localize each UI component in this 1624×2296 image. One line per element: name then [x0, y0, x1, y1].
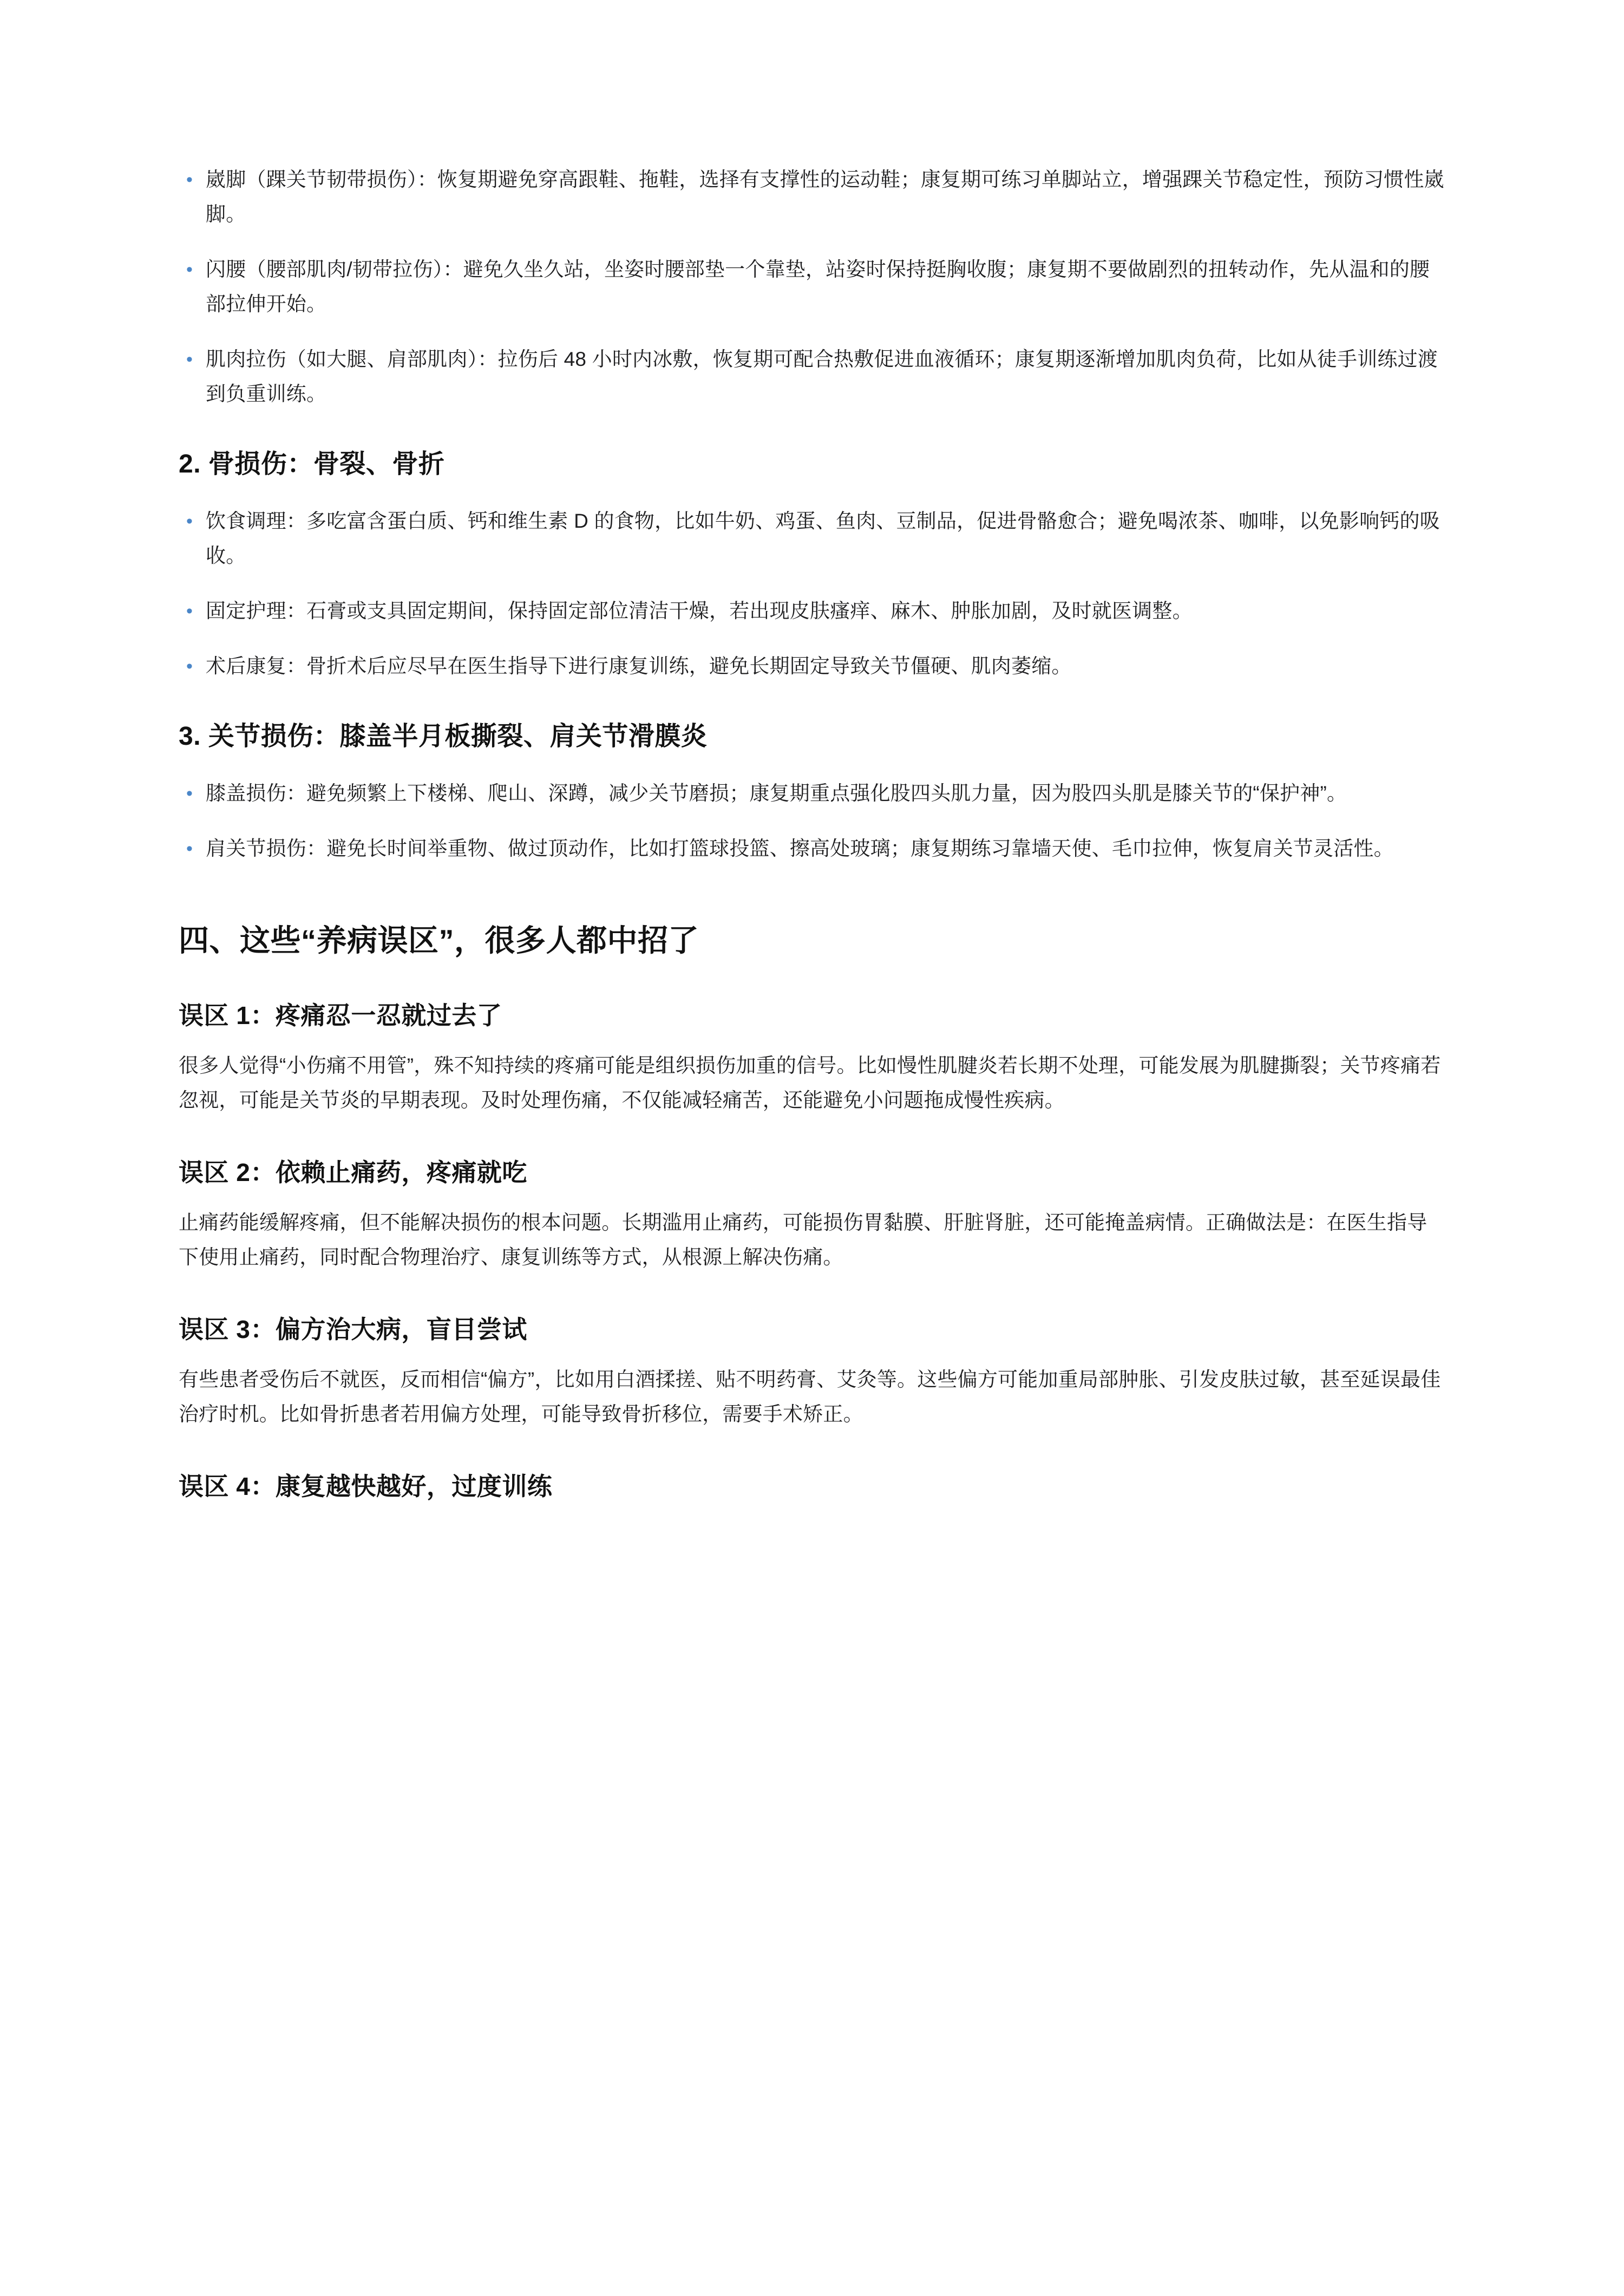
list-item-text: 膝盖损伤：避免频繁上下楼梯、爬山、深蹲，减少关节磨损；康复期重点强化股四头肌力量，因为股四头肌是膝关节的“保护神”。 [206, 782, 1347, 804]
bullet-dot-icon: • [186, 600, 193, 621]
bullet-dot-icon: • [186, 259, 193, 280]
section2-bullet-list [179, 504, 1445, 684]
list-item [179, 252, 1445, 322]
bullet-dot-icon: • [186, 169, 193, 190]
bullet-dot-icon: • [186, 838, 193, 859]
list-item [179, 776, 1445, 811]
list-item-text: 闪腰（腰部肌肉/韧带拉伤）：避免久坐久站，坐姿时腰部垫一个靠垫，站姿时保持挺胸收腹；康复期不要做剧烈的扭转动作，先从温和的腰部拉伸开始。 [206, 258, 1430, 315]
misconception-block-1 [179, 999, 1445, 1118]
section-heading-joint-injury: 3. 关节损伤：膝盖半月板撕裂、肩关节滑膜炎 [179, 721, 708, 751]
bullet-dot-icon: • [186, 655, 193, 677]
misconception-heading-3: 误区 3：偏方治大病，盲目尝试 [179, 1315, 527, 1344]
list-item [179, 342, 1445, 411]
misconception-body-2: 止痛药能缓解疼痛，但不能解决损伤的根本问题。长期滥用止痛药，可能损伤胃黏膜、肝脏肾脏，还可能掩盖病情。正确做法是：在医生指导下使用止痛药，同时配合物理治疗、康复训练等方式，从根源上解决伤痛。 [179, 1211, 1427, 1269]
misconception-heading-2: 误区 2：依赖止痛药，疼痛就吃 [179, 1158, 527, 1187]
misconception-block-2 [179, 1156, 1445, 1275]
list-item-text: 术后康复：骨折术后应尽早在医生指导下进行康复训练，避免长期固定导致关节僵硬、肌肉萎缩。 [206, 654, 1072, 677]
misconception-body-1: 很多人觉得“小伤痛不用管”，殊不知持续的疼痛可能是组织损伤加重的信号。比如慢性肌腱炎若长期不处理，可能发展为肌腱撕裂；关节疼痛若忽视，可能是关节炎的早期表现。及时处理伤痛，不仅能减轻痛苦，还能避免小问题拖成慢性疾病。 [179, 1054, 1441, 1112]
misconception-heading-1: 误区 1：疼痛忍一忍就过去了 [179, 1001, 502, 1030]
list-item [179, 504, 1445, 573]
list-item-text: 崴脚（踝关节韧带损伤）：恢复期避免穿高跟鞋、拖鞋，选择有支撑性的运动鞋；康复期可练习单脚站立，增强踝关节稳定性，预防习惯性崴脚。 [206, 168, 1444, 225]
list-item [179, 594, 1445, 628]
misconception-block-4 [179, 1470, 1445, 1503]
section-heading-bone-injury: 2. 骨损伤：骨裂、骨折 [179, 450, 445, 478]
bullet-dot-icon: • [186, 349, 193, 370]
list-item [179, 162, 1445, 232]
section3-bullet-list [179, 776, 1445, 866]
intro-bullet-list [179, 162, 1445, 411]
misconception-block-3 [179, 1313, 1445, 1432]
list-item-text: 固定护理：石膏或支具固定期间，保持固定部位清洁干燥，若出现皮肤瘙痒、麻木、肿胀加剧，及时就医调整。 [206, 599, 1193, 622]
section-heading-misconceptions: 四、这些“养病误区”，很多人都中招了 [179, 923, 699, 957]
list-item [179, 831, 1445, 866]
misconception-heading-4: 误区 4：康复越快越好，过度训练 [179, 1472, 553, 1501]
list-item-text: 肩关节损伤：避免长时间举重物、做过顶动作，比如打篮球投篮、擦高处玻璃；康复期练习靠墙天使、毛巾拉伸，恢复肩关节灵活性。 [206, 837, 1394, 860]
list-item-text: 肌肉拉伤（如大腿、肩部肌肉）：拉伤后 48 小时内冰敷，恢复期可配合热敷促进血液循环；康复期逐渐增加肌肉负荷，比如从徒手训练过渡到负重训练。 [206, 348, 1438, 405]
bullet-dot-icon: • [186, 510, 193, 532]
bullet-dot-icon: • [186, 783, 193, 804]
misconception-body-3: 有些患者受伤后不就医，反而相信“偏方”，比如用白酒揉搓、贴不明药膏、艾灸等。这些偏方可能加重局部肿胀、引发皮肤过敏，甚至延误最佳治疗时机。比如骨折患者若用偏方处理，可能导致骨折移位，需要手术矫正。 [179, 1368, 1441, 1426]
list-item [179, 649, 1445, 684]
list-item-text: 饮食调理：多吃富含蛋白质、钙和维生素 D 的食物，比如牛奶、鸡蛋、鱼肉、豆制品，促进骨骼愈合；避免喝浓茶、咖啡，以免影响钙的吸收。 [206, 509, 1440, 567]
